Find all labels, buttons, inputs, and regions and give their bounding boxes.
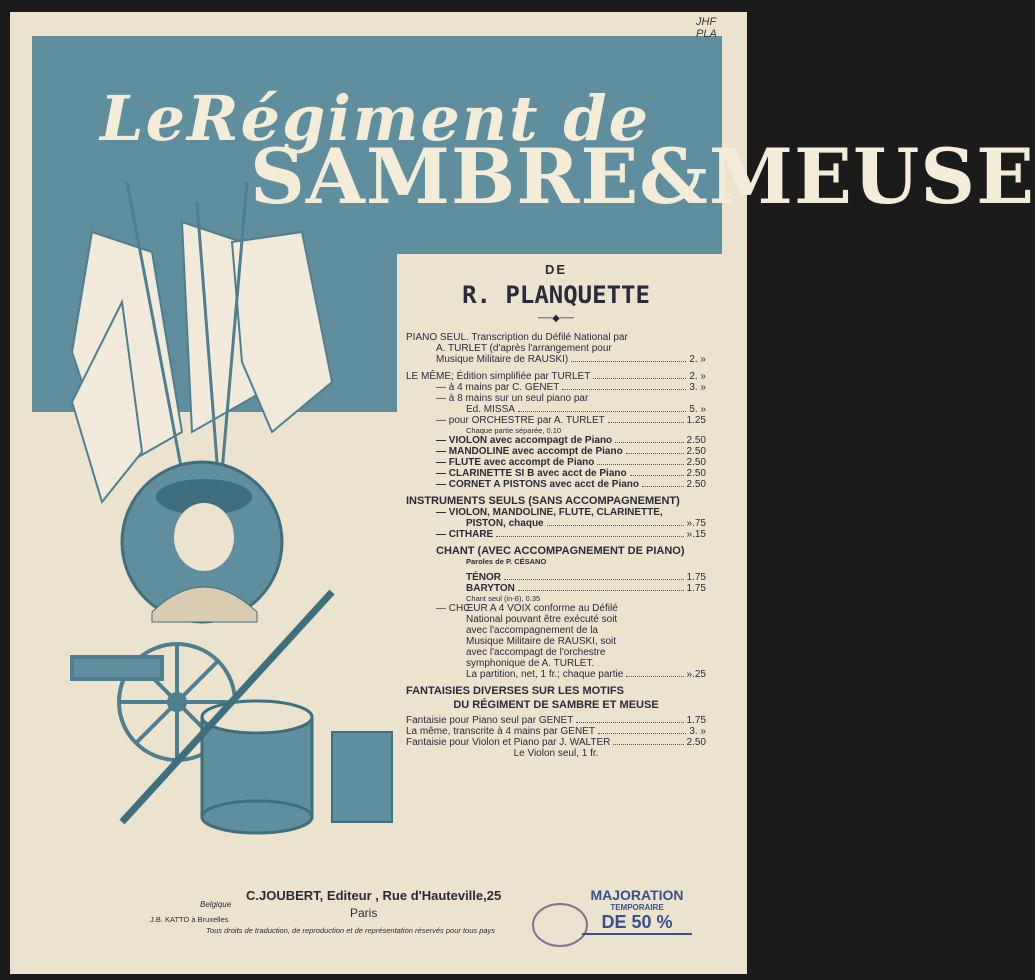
fantaisie-1 [406,715,706,726]
entry-cornet-price: 2.50 [686,479,706,490]
instruments-line-3-text: — CITHARE [436,529,494,540]
chant-baryton-text: BARYTON [466,583,515,594]
drums-stack-icon [332,732,392,822]
entry-cornet [406,479,706,490]
instruments-line-3-price: ».15 [686,529,706,540]
entry-clarinette-text: — CLARINETTE SI B avec acct de Piano [436,468,627,479]
entry-flute-price: 2.50 [686,457,706,468]
entry-missa-price: 5. » [689,404,706,415]
entry-4-mains-text: — à 4 mains par C. GENET [436,382,560,393]
entry-8-mains: — à 8 mains sur un seul piano par [436,393,589,404]
publisher-city: Paris [350,906,378,920]
fantaisie-1-text: Fantaisie pour Piano seul par GENET [406,715,574,726]
chant-paroles: Paroles de P. CÉSANO [466,557,547,566]
seal-stamp-icon [530,900,590,950]
entry-clarinette [406,468,706,479]
fantaisie-3-text: Fantaisie pour Violon et Piano par J. WALTER [406,737,611,748]
majoration-stamp [582,887,692,935]
fantaisie-3 [406,737,706,748]
chant-tenor-text: TÉNOR [466,572,501,583]
entry-clarinette-price: 2.50 [686,468,706,479]
entry-piano-2: A. TURLET (d'après l'arrangement pour [436,343,612,354]
title-line-2: SAMBRE&MEUSE [250,132,1035,221]
composer-name: R. PLANQUETTE [462,281,650,309]
choeur-5: avec l'accompagt de l'orchestre [466,647,606,658]
fantaisie-2-price: 3. » [689,726,706,737]
entry-violon-text: — VIOLON avec accompagt de Piano [436,435,613,446]
chant-seul: Chant seul (in-8), 0.35 [466,594,541,603]
entry-piano-3-price: 2. » [689,354,706,365]
stamp-line-3: DE 50 % [582,912,692,935]
title-line-1: LeRégiment de [100,82,651,155]
chant-tenor [406,572,706,583]
illustration [32,172,412,852]
chant-partition [406,669,706,680]
entry-missa [406,404,706,415]
belgique-agent: J.B. KATTO à Bruxelles [150,915,229,924]
publisher-line: C.JOUBERT, Editeur , Rue d'Hauteville,25 [246,888,502,903]
instruments-line-2-text: PISTON, chaque [466,518,544,529]
stamp-line-2: TEMPORAIRE [610,903,664,912]
fantaisie-1-price: 1.75 [686,715,706,726]
corner-note-2: PLA [696,28,717,40]
choeur-4: Musique Militaire de RAUSKI, soit [466,636,617,647]
entry-orchestre-note: Chaque partie séparée, 0.10 [466,426,562,435]
entry-meme-text: LE MÊME; Édition simplifiée par TURLET [406,371,591,382]
entry-piano-1: PIANO SEUL. Transcription du Défilé National par [406,332,628,343]
entry-orchestre-text: — pour ORCHESTRE par A. TURLET [436,415,605,426]
corner-note-1: JHF [696,16,717,28]
entry-violon-price: 2.50 [686,435,706,446]
choeur-6: symphonique de A. TURLET. [466,658,595,669]
entry-flute-text: — FLUTE avec accompt de Piano [436,457,595,468]
entry-cornet-text: — CORNET A PISTONS avec acct de Piano [436,479,640,490]
entry-mandoline-text: — MANDOLINE avec accompt de Piano [436,446,623,457]
fantaisie-4: Le Violon seul, 1 fr. [513,748,599,759]
entry-missa-text: Ed. MISSA [466,404,515,415]
instruments-line-2-price: ».75 [686,518,706,529]
belgique-label: Belgique [200,900,232,909]
entry-piano-3 [406,354,706,365]
entry-violon [406,435,706,446]
instruments-heading: INSTRUMENTS SEULS (SANS ACCOMPAGNEMENT) [406,495,680,507]
entry-4-mains-price: 3. » [689,382,706,393]
rights-notice: Tous droits de traduction, de reproduction et de représentation réservés pour tous pays [206,926,496,935]
fantaisies-heading-1: FANTAISIES DIVERSES SUR LES MOTIFS [406,685,624,697]
instruments-line-2 [406,518,706,529]
divider-ornament: ──◆── [537,313,575,324]
sheet-music-cover [10,12,1035,974]
entry-mandoline [406,446,706,457]
chant-partition-text: La partition, net, 1 fr.; chaque partie [466,669,624,680]
chant-baryton [406,583,706,594]
entry-meme [406,371,706,382]
instruments-line-1: — VIOLON, MANDOLINE, FLUTE, CLARINETTE, [436,507,663,518]
fantaisie-2 [406,726,706,737]
composer-de: DE [544,262,568,277]
entry-meme-price: 2. » [689,371,706,382]
entry-orchestre-price: 1.25 [686,415,706,426]
chant-partition-price: ».25 [686,669,706,680]
entry-orchestre [406,415,706,426]
choeur-2: National pouvant être exécuté soit [466,614,618,625]
instruments-line-3 [406,529,706,540]
catalog-list [406,262,706,759]
fantaisie-2-text: La même, transcrite à 4 mains par GENET [406,726,595,737]
fantaisies-heading-2: DU RÉGIMENT DE SAMBRE ET MEUSE [453,699,659,711]
chant-tenor-price: 1.75 [686,572,706,583]
entry-mandoline-price: 2.50 [686,446,706,457]
corner-note [696,16,717,40]
entry-flute [406,457,706,468]
chant-baryton-price: 1.75 [686,583,706,594]
choeur-3: avec l'accompagnement de la [466,625,598,636]
entry-4-mains [406,382,706,393]
entry-piano-3-text: Musique Militaire de RAUSKI) [436,354,569,365]
choeur-1: — CHŒUR A 4 VOIX conforme au Défilé [436,603,618,614]
stamp-line-1: MAJORATION [590,887,684,903]
fantaisie-3-price: 2.50 [686,737,706,748]
chant-heading: CHANT (AVEC ACCOMPAGNEMENT DE PIANO) [436,545,685,557]
